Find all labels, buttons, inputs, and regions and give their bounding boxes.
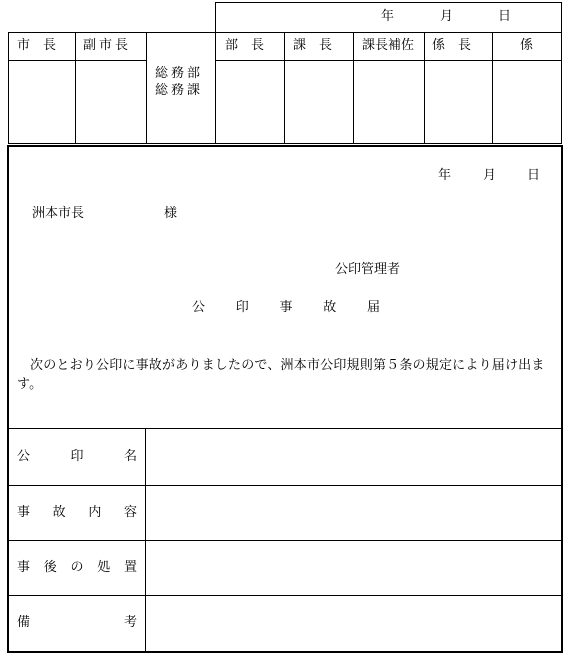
approval-date-month: 月	[440, 9, 454, 24]
row-label-remarks: 備 考	[17, 615, 137, 630]
sender-title: 公印管理者	[335, 262, 401, 277]
stamp-box-mayor[interactable]	[9, 61, 75, 143]
form-date-month: 月	[483, 168, 497, 183]
stamp-box-chief[interactable]	[425, 61, 492, 143]
dept-general-affairs-section: 総務課	[155, 83, 204, 98]
approval-date-year: 年	[381, 9, 395, 24]
row-label-incident-details: 事 故 内 容	[17, 505, 137, 520]
stamp-box-assistant-section-head[interactable]	[354, 61, 424, 143]
row-label-seal-name: 公 印 名	[17, 449, 137, 464]
follow-up-action-field[interactable]	[147, 542, 560, 594]
incident-details-field[interactable]	[147, 487, 560, 539]
header-mayor: 市 長	[17, 38, 57, 53]
header-chief: 係 長	[432, 38, 472, 53]
header-staff: 係	[520, 38, 534, 53]
seal-name-field[interactable]	[147, 430, 560, 484]
form-title: 公 印 事 故 届	[192, 300, 380, 315]
stamp-box-deputy-mayor[interactable]	[76, 61, 146, 143]
remarks-field[interactable]	[147, 597, 560, 650]
stamp-box-staff[interactable]	[493, 61, 561, 143]
header-department-head: 部 長	[225, 38, 265, 53]
row-label-follow-up-action: 事 後 の 処 置	[17, 560, 137, 575]
stamp-box-section-head[interactable]	[285, 61, 353, 143]
header-deputy-mayor: 副市長	[83, 38, 132, 53]
stamp-box-department-head[interactable]	[216, 61, 284, 143]
addressee-honorific: 様	[164, 206, 178, 221]
addressee: 洲本市長	[32, 206, 85, 221]
dept-general-affairs-dept: 総務部	[155, 66, 204, 81]
header-section-head: 課 長	[293, 38, 333, 53]
form-date-year: 年	[438, 168, 452, 183]
form-date-day: 日	[527, 168, 541, 183]
body-text: 次のとおり公印に事故がありましたので、洲本市公印規則第５条の規定により届け出ます。	[17, 358, 545, 392]
approval-date-day: 日	[498, 9, 512, 24]
header-assistant-section-head: 課長補佐	[362, 38, 415, 53]
